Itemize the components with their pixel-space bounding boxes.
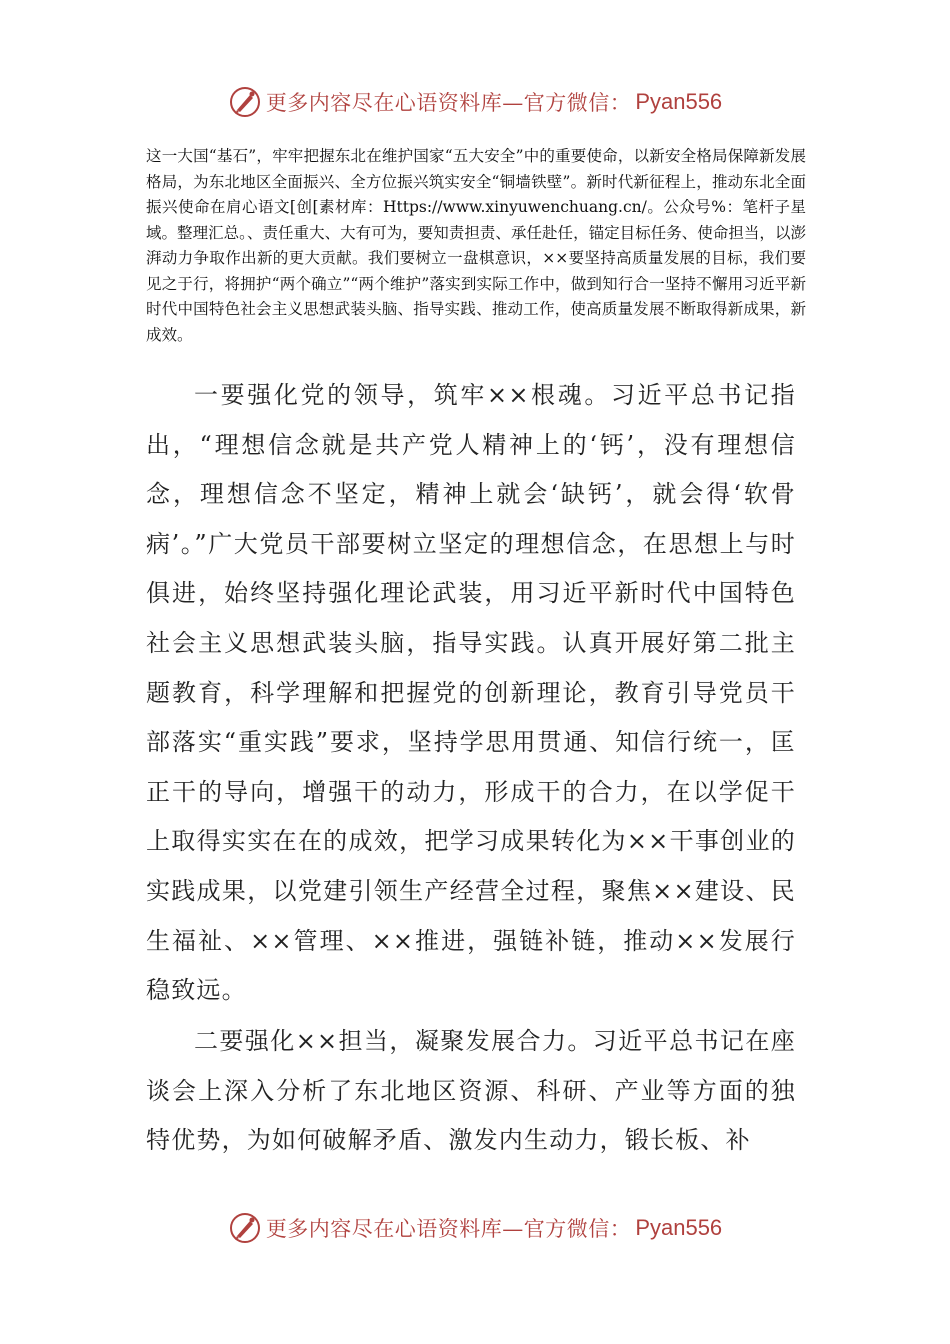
watermark-header <box>0 82 950 122</box>
pen-logo-icon <box>228 1211 262 1245</box>
body-paragraph-2: 二要强化××担当，凝聚发展合力。习近平总书记在座谈会上深入分析了东北地区资源、科研、产业等方面的独特优势，为如何破解矛盾、激发内生动力，锻长板、补 <box>146 1027 796 1155</box>
watermark-text: 更多内容尽在心语资料库—官方微信： <box>265 91 632 115</box>
watermark-id: Pyan556 <box>635 89 723 114</box>
intro-paragraph: 这一大国“基石”，牢牢把握东北在维护国家“五大安全”中的重要使命，以新安全格局保障新发展格局，为东北地区全面振兴、全方位振兴筑实安全“铜墙铁壁”。新时代新征程上，推动东北全面振兴使命在肩心语文[创[素材库：Https://www.xinyuwenchuang.cn/。公众号%：笔杆子星域。整理汇总。、责任重大、大有可为，要知责担责、承任赴任，锚定目标任务、使命担当，以澎湃动力争取作出新的更大贡献。我们要树立一盘棋意识，××要坚持高质量发展的目标，我们要见之于行，将拥护“两个确立”“两个维护”落实到实际工作中，做到知行合一坚持不懈用习近平新时代中国特色社会主义思想武装头脑、指导实践、推动工作，使高质量发展不断取得新成果，新成效。 <box>146 147 806 344</box>
watermark-id: Pyan556 <box>635 1215 723 1240</box>
pen-logo-icon <box>228 85 262 119</box>
watermark-footer <box>0 1208 950 1248</box>
body-paragraph-1: 一要强化党的领导，筑牢××根魂。习近平总书记指出，“理想信念就是共产党人精神上的‘钙’，没有理想信念，理想信念不坚定，精神上就会‘缺钙’，就会得‘软骨病’。”广大党员干部要树立坚定的理想信念，在思想上与时俱进，始终坚持强化理论武装，用习近平新时代中国特色社会主义思想武装头脑，指导实践。认真开展好第二批主题教育，科学理解和把握党的创新理论，教育引导党员干部落实“重实践”要求，坚持学思用贯通、知信行统一，匡正干的导向，增强干的动力，形成干的合力，在以学促干上取得实实在在的成效，把学习成果转化为××干事创业的实践成果，以党建引领生产经营全过程，聚焦××建设、民生福祉、××管理、××推进，强链补链，推动××发展行稳致远。 <box>146 381 796 1005</box>
watermark-text: 更多内容尽在心语资料库—官方微信： <box>265 1217 632 1241</box>
